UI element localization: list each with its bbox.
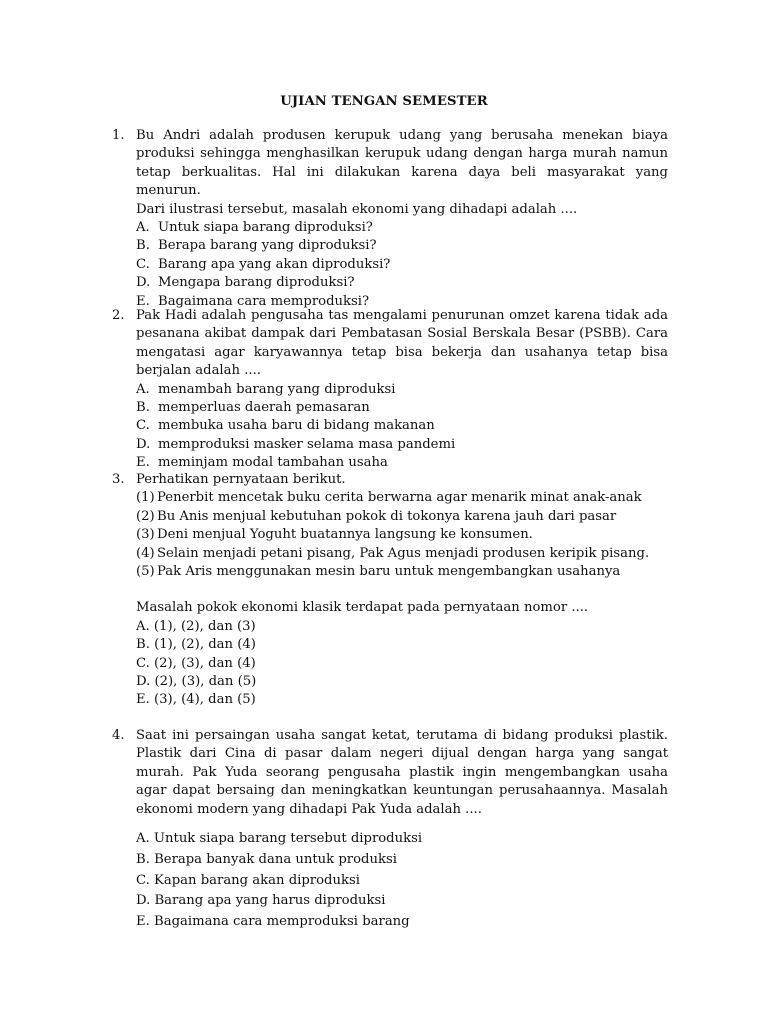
option-e — [136, 454, 668, 472]
option-text: Mengapa barang diproduksi? — [158, 275, 355, 291]
statement-5 — [136, 563, 668, 581]
option-c — [136, 256, 668, 274]
option-label: C. — [136, 256, 150, 272]
statement-text: Pak Aris menggunakan mesin baru untuk mengembangkan usahanya — [157, 564, 621, 580]
option-label: C. — [136, 418, 150, 434]
statement-label: (5) — [136, 564, 155, 580]
statement-1 — [136, 489, 668, 507]
statement-text: Deni menjual Yoguht buatannya langsung ke konsumen. — [157, 527, 533, 543]
option-c: C. Kapan barang akan diproduksi — [136, 872, 360, 888]
option-b: B. Berapa banyak dana untuk produksi — [136, 851, 397, 867]
option-b: B. (1), (2), dan (4) — [136, 637, 256, 653]
option-text: Untuk siapa barang diproduksi? — [158, 220, 373, 236]
question-prompt: Dari ilustrasi tersebut, masalah ekonomi yang dihadapi adalah .... — [136, 201, 578, 217]
option-text: Bagaimana cara memproduksi? — [158, 293, 370, 309]
option-text: meminjam modal tambahan usaha — [158, 455, 388, 471]
option-d: D. (2), (3), dan (5) — [136, 674, 257, 690]
option-text: membuka usaha baru di bidang makanan — [158, 418, 435, 434]
question-stem: Saat ini persaingan usaha sangat ketat, terutama di bidang produksi plastik. Plastik dari Cina di pasar dalam negeri dijual dengan harga yang sangat murah. Pak Yuda seorang pengusaha plastik ingin mengembangkan usaha agar dapat bersaing dan meningkatkan keuntungan perusahaannya. Masalah ekonomi modern yang dihadapi Pak Yuda adalah .... — [136, 728, 668, 817]
option-text: memperluas daerah pemasaran — [158, 400, 370, 416]
question-3 — [112, 471, 668, 710]
option-a: A. Untuk siapa barang tersebut diproduksi — [136, 831, 423, 847]
question-number: 3. — [112, 472, 125, 487]
statement-3 — [136, 526, 668, 544]
statement-text: Bu Anis menjual kebutuhan pokok di tokonya karena jauh dari pasar — [157, 508, 617, 524]
statement-4 — [136, 545, 668, 563]
option-text: memproduksi masker selama masa pandemi — [158, 436, 456, 452]
option-d: D. Barang apa yang harus diproduksi — [136, 893, 386, 909]
option-text: Barang apa yang akan diproduksi? — [158, 256, 391, 272]
question-1 — [112, 127, 668, 311]
option-b — [136, 237, 668, 255]
option-text: menambah barang yang diproduksi — [158, 381, 396, 397]
option-c: C. (2), (3), dan (4) — [136, 655, 256, 671]
statement-label: (1) — [136, 490, 155, 506]
statement-text: Penerbit mencetak buku cerita berwarna agar menarik minat anak-anak — [157, 490, 642, 506]
question-stem: Pak Hadi adalah pengusaha tas mengalami penurunan omzet karena tidak ada pesanana akibat dampak dari Pembatasan Sosial Berskala Besar (PSBB). Cara mengatasi agar karyawannya tetap bisa bekerja dan usahanya tetap bisa berjalan adalah .... — [136, 308, 668, 379]
statement-label: (2) — [136, 508, 155, 524]
option-c — [136, 417, 668, 435]
option-label: A. — [136, 381, 150, 397]
option-label: B. — [136, 400, 150, 416]
question-4 — [112, 727, 668, 933]
question-2 — [112, 307, 668, 473]
option-label: D. — [136, 436, 151, 452]
question-stem: Bu Andri adalah produsen kerupuk udang yang berusaha menekan biaya produksi sehingga menghasilkan kerupuk udang dengan harga murah namun tetap berkualitas. Hal ini dilakukan karena daya beli masyarakat yang menurun. — [136, 128, 668, 199]
option-b — [136, 399, 668, 417]
question-prompt: Masalah pokok ekonomi klasik terdapat pada pernyataan nomor .... — [136, 600, 589, 616]
question-intro: Perhatikan pernyataan berikut. — [136, 472, 346, 487]
statement-2 — [136, 508, 668, 526]
option-label: E. — [136, 455, 150, 471]
option-e: E. (3), (4), dan (5) — [136, 692, 256, 708]
question-number: 2. — [112, 308, 125, 323]
statement-text: Selain menjadi petani pisang, Pak Agus menjadi produsen keripik pisang. — [157, 545, 650, 561]
option-text: Berapa barang yang diproduksi? — [158, 238, 377, 254]
option-a: A. (1), (2), dan (3) — [136, 618, 256, 634]
question-number: 4. — [112, 728, 125, 743]
option-label: A. — [136, 220, 150, 236]
question-number: 1. — [112, 128, 125, 143]
option-a — [136, 219, 668, 237]
page-title: UJIAN TENGAN SEMESTER — [280, 94, 488, 109]
statement-label: (4) — [136, 545, 155, 561]
option-a — [136, 381, 668, 399]
option-d — [136, 436, 668, 454]
option-e: E. Bagaimana cara memproduksi barang — [136, 914, 410, 930]
option-label: B. — [136, 238, 150, 254]
option-d — [136, 274, 668, 292]
option-label: E. — [136, 293, 150, 309]
statement-label: (3) — [136, 527, 155, 543]
option-label: D. — [136, 275, 151, 291]
